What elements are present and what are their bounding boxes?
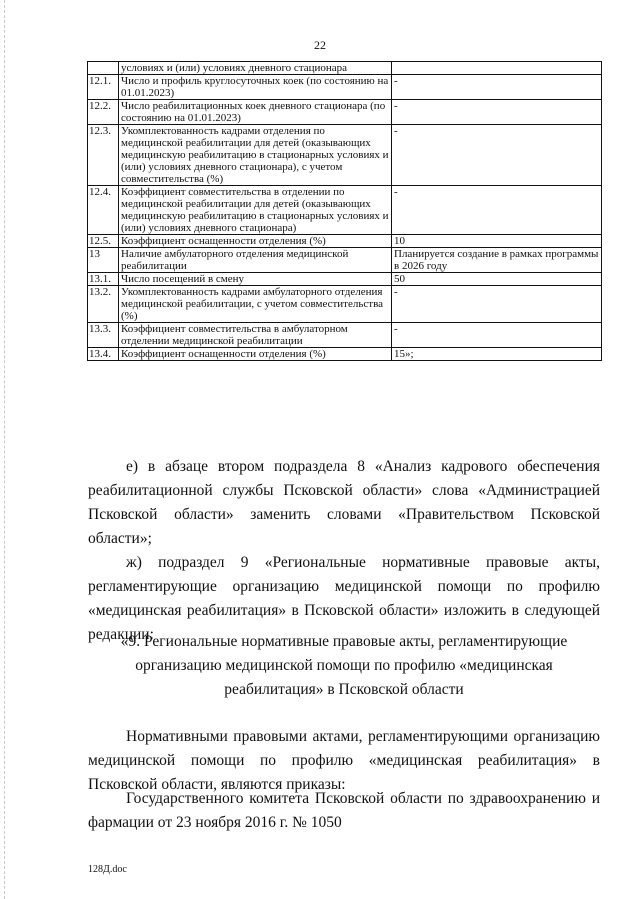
cell-desc: Коэффициент оснащенности отделения (%) — [119, 235, 392, 248]
cell-num: 13.3. — [88, 323, 119, 348]
cell-desc: условиях и (или) условиях дневного стационара — [119, 62, 392, 75]
section-heading: «9. Региональные нормативные правовые акты, регламентирующие организацию медицинской помощи по профилю «медицинская реабилитация» в Псковской области — [120, 633, 568, 698]
cell-desc: Число и профиль круглосуточных коек (по состоянию на 01.01.2023) — [119, 75, 392, 100]
table-row — [88, 125, 602, 186]
cell-num: 12.4. — [88, 186, 119, 235]
cell-val: 15»; — [392, 348, 602, 361]
table-row — [88, 75, 602, 100]
table-row — [88, 348, 602, 361]
cell-num: 13.2. — [88, 286, 119, 323]
cell-num: 13.1. — [88, 273, 119, 286]
cell-val: Планируется создание в рамках программы в 2026 году — [392, 248, 602, 273]
cell-num: 12.5. — [88, 235, 119, 248]
cell-num: 12.2. — [88, 100, 119, 125]
page-number: 22 — [314, 38, 326, 52]
cell-num: 13 — [88, 248, 119, 273]
cell-val: - — [392, 323, 602, 348]
page-edge — [4, 0, 6, 899]
cell-val: - — [392, 75, 602, 100]
paragraph-goskomitet: Государственного комитета Псковской области по здравоохранению и фармации от 23 ноября 2016 г. № 1050 — [88, 790, 600, 831]
cell-val: 10 — [392, 235, 602, 248]
table-row — [88, 323, 602, 348]
cell-val: - — [392, 125, 602, 186]
footer-filename: 128Д.doc — [88, 864, 127, 875]
cell-desc: Коэффициент совместительства в амбулаторном отделении медицинской реабилитации — [119, 323, 392, 348]
paragraph-e: е) в абзаце втором подраздела 8 «Анализ кадрового обеспечения реабилитационной службы Псковской области» слова «Администрацией Псковской области» заменить словами «Правительством Псковской области»; — [88, 458, 600, 547]
table-row — [88, 273, 602, 286]
cell-val: 50 — [392, 273, 602, 286]
paragraph-normative: Нормативными правовыми актами, регламентирующими организацию медицинской помощи по профилю «медицинская реабилитация» в Псковской области, являются приказы: — [88, 728, 600, 793]
indicators-table — [87, 61, 602, 361]
paragraph-zh: ж) подраздел 9 «Региональные нормативные правовые акты, регламентирующие организацию медицинской помощи по профилю «медицинская реабилитация» в Псковской области» изложить в следующей редакции: — [88, 554, 600, 643]
cell-num — [88, 62, 119, 75]
cell-desc: Число посещений в смену — [119, 273, 392, 286]
cell-desc: Число реабилитационных коек дневного стационара (по состоянию на 01.01.2023) — [119, 100, 392, 125]
cell-num: 12.1. — [88, 75, 119, 100]
cell-desc: Укомплектованность кадрами отделения по медицинской реабилитации для детей (оказывающих медицинскую реабилитацию в стационарных условиях и (или) условиях дневного стационара), с учетом совместительства (%) — [119, 125, 392, 186]
table-row — [88, 248, 602, 273]
cell-val: - — [392, 100, 602, 125]
cell-num: 12.3. — [88, 125, 119, 186]
table-row — [88, 186, 602, 235]
cell-val: - — [392, 186, 602, 235]
cell-desc: Укомплектованность кадрами амбулаторного отделения медицинской реабилитации, с учетом совместительства (%) — [119, 286, 392, 323]
table-row — [88, 62, 602, 75]
table-row — [88, 235, 602, 248]
cell-desc: Коэффициент совместительства в отделении по медицинской реабилитации для детей (оказывающих медицинскую реабилитацию в стационарных условиях и (или) условиях дневного стационара) — [119, 186, 392, 235]
cell-desc: Коэффициент оснащенности отделения (%) — [119, 348, 392, 361]
table-row — [88, 100, 602, 125]
cell-num: 13.4. — [88, 348, 119, 361]
cell-val: - — [392, 286, 602, 323]
cell-val — [392, 62, 602, 75]
cell-desc: Наличие амбулаторного отделения медицинской реабилитации — [119, 248, 392, 273]
table-row — [88, 286, 602, 323]
